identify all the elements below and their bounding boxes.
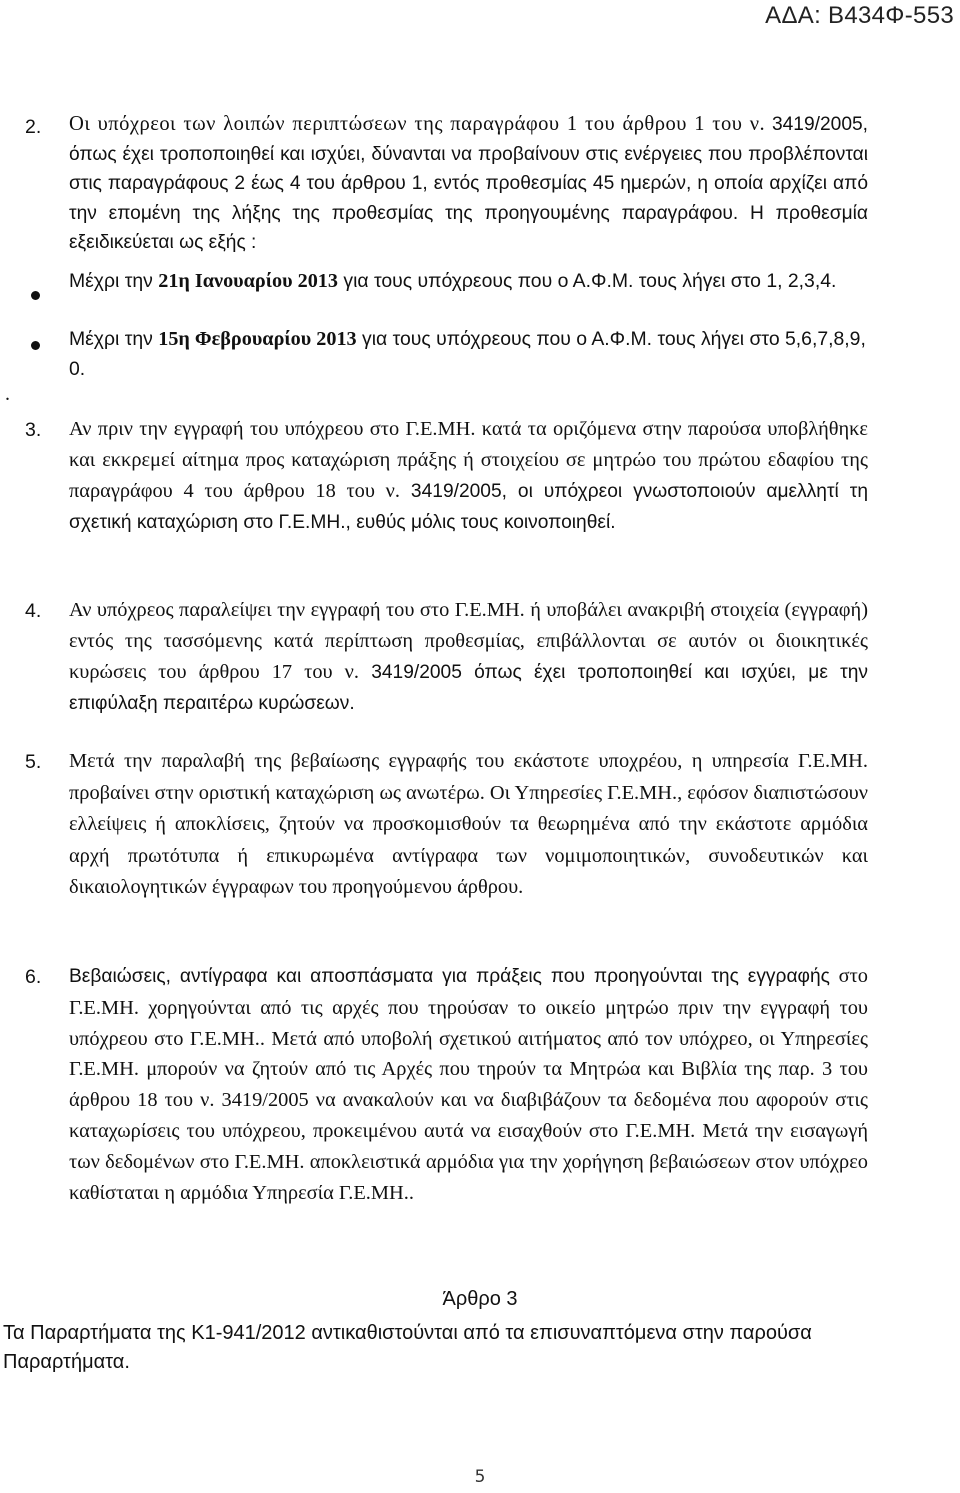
item-6-lead: Βεβαιώσεις, αντίγραφα και αποσπάσματα για πράξεις που προηγούνται της εγγραφής xyxy=(69,966,830,987)
stray-dot: . xyxy=(5,383,10,405)
item-6-number: 6. xyxy=(25,966,42,988)
item-4-rest: 3419/2005 όπως έχει τροποποιηθεί και ισχύει, με την επιφύλαξη περαιτέρω κυρώσεων. xyxy=(69,662,868,714)
bullet-2-suffix: για τους υπόχρεους που ο Α.Φ.Μ. τους λήγει στο 5,6,7,8,9, 0. xyxy=(69,328,866,380)
bullet-2-prefix: Μέχρι την xyxy=(69,328,159,350)
ada-header: ΑΔΑ: Β434Φ-553 xyxy=(765,2,954,29)
bullet-1-date: 21η Ιανουαρίου 2013 xyxy=(158,270,338,292)
bullet-1-prefix: Μέχρι την xyxy=(69,270,159,292)
item-6-rest: στο Γ.Ε.ΜΗ. χορηγούνται από τις αρχές που τηρούσαν το οικείο μητρώο πριν την εγγραφή του υπόχρεου στο Γ.Ε.ΜΗ.. Μετά από υποβολή σχετικού αιτήματος από τον υπόχρεο, οι Υπηρεσίες Γ.Ε.ΜΗ. μπορούν να ζητούν από τις Αρχές που τηρούν τα Μητρώα και Βιβλία της παρ. 3 του άρθρου 18 του ν. 3419/2005 να ανακαλούν και να διαβιβάζουν τα δεδομένα που αφορούν στις καταχωρίσεις του υπόχρεου, προκειμένου αυτά να εισαχθούν στο Γ.Ε.ΜΗ. Μετά την εισαγωγή των δεδομένων στο Γ.Ε.ΜΗ. αποκλειστικά αρμόδια για την χορήγηση βεβαιώσεων στον υπόχρεο καθίσταται η αρμόδια Υπηρεσία Γ.Ε.ΜΗ.. xyxy=(69,965,868,1204)
bullet-dot-2 xyxy=(31,341,40,350)
article-body: Τα Παραρτήματα της Κ1-941/2012 αντικαθιστούνται από τα επισυναπτόμενα στην παρούσα Παραρτήματα. xyxy=(3,1322,812,1373)
item-3-text xyxy=(69,414,868,538)
item-5-text: Μετά την παραλαβή της βεβαίωσης εγγραφής του εκάστοτε υποχρέου, η υπηρεσία Γ.Ε.ΜΗ. προβαίνει στην οριστική καταχώριση ως ανωτέρω. Οι Υπηρεσίες Γ.Ε.ΜΗ., εφόσον διαπιστώσουν ελλείψεις ή αποκλίσεις, ζητούν να προσκομισθούν τα θεωρημένα από την εκάστοτε αρμόδια αρχή πρωτότυπα ή επικυρωμένα αντίγραφα των νομιμοποιητικών, συνοδευτικών και δικαιολογητικών έγγραφων του προηγούμενου άρθρου. xyxy=(69,750,868,899)
item-2-rest: 3419/2005, όπως έχει τροποποιηθεί και ισχύει, δύνανται να προβαίνουν στις ενέργειες που προβλέπονται στις παραγράφους 2 έως 4 του άρθρου 1, εντός προθεσμίας 45 ημερών, η οποία αρχίζει από την επομένη της λήξης της προθεσμίας της προηγουμένης παραγράφου. Η προθεσμία εξειδικεύεται ως εξής : xyxy=(69,114,868,253)
item-4-lead: Αν υπόχρεος παραλείψει την εγγραφή του στο Γ.Ε.ΜΗ. ή υποβάλει ανακριβή στοιχεία (εγγραφή) εντός της τασσόμενης κατά περίπτωση προθεσμίας, επιβάλλονται σε αυτόν οι διοικητικές κυρώσεις του άρθρου 17 του ν. xyxy=(69,599,868,683)
item-2-number: 2. xyxy=(25,116,42,138)
bullet-dot-1 xyxy=(31,291,40,300)
item-3-number: 3. xyxy=(25,419,42,441)
item-4-text xyxy=(69,595,868,719)
item-4-number: 4. xyxy=(25,600,42,622)
bullet-1-suffix: για τους υπόχρεους που ο Α.Φ.Μ. τους λήγει στο 1, 2,3,4. xyxy=(337,270,837,292)
item-2-lead: Οι υπόχρεοι των λοιπών περιπτώσεων της παραγράφου 1 του άρθρου 1 του ν. xyxy=(69,113,766,135)
item-3-rest: 3419/2005, οι υπόχρεοι γνωστοποιούν αμελλητί τη σχετική καταχώριση στο Γ.Ε.ΜΗ., ευθύς μόλις τους κοινοποιηθεί. xyxy=(69,481,868,533)
page-number: 5 xyxy=(474,1467,486,1487)
bullet-2-date: 15η Φεβρουαρίου 2013 xyxy=(158,328,357,350)
bullet-item-1 xyxy=(69,266,869,296)
item-6-text xyxy=(69,961,868,1208)
bullet-item-2 xyxy=(69,324,869,384)
item-3-lead: Αν πριν την εγγραφή του υπόχρεου στο Γ.Ε.ΜΗ. κατά τα οριζόμενα στην παρούσα υποβλήθηκε και εκκρεμεί αίτημα προς καταχώριση πράξης ή στοιχείου σε μητρώο του πρώτου εδαφίου της παραγράφου 4 του άρθρου 18 του ν. xyxy=(69,418,868,502)
item-2-text xyxy=(69,110,868,258)
article-title: Άρθρο 3 xyxy=(442,1288,518,1310)
item-5-number: 5. xyxy=(25,751,42,773)
